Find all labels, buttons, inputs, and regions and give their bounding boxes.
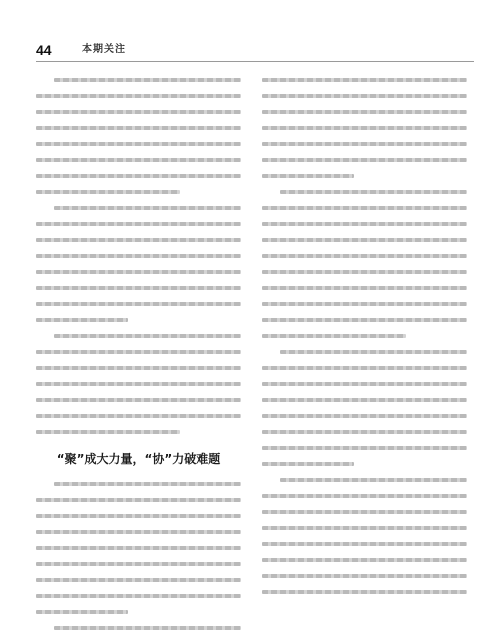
text-line xyxy=(36,604,241,620)
text-line xyxy=(262,104,467,120)
text-line xyxy=(36,184,241,200)
text-line xyxy=(36,136,241,152)
text-line xyxy=(36,424,241,440)
text-line xyxy=(36,280,241,296)
page-header xyxy=(36,42,474,62)
text-line xyxy=(262,312,467,328)
text-line xyxy=(262,360,467,376)
text-line xyxy=(36,508,241,524)
page-number: 44 xyxy=(36,42,52,58)
text-line xyxy=(262,408,467,424)
text-line xyxy=(36,200,241,216)
text-line xyxy=(262,232,467,248)
text-line xyxy=(262,296,467,312)
text-line xyxy=(262,424,467,440)
text-line xyxy=(36,620,241,636)
text-line xyxy=(36,88,241,104)
text-line xyxy=(36,104,241,120)
text-line xyxy=(262,280,467,296)
text-line xyxy=(262,216,467,232)
text-line xyxy=(262,168,467,184)
section-label: 本期关注 xyxy=(82,44,126,55)
text-line xyxy=(262,504,467,520)
header-divider xyxy=(36,61,474,62)
text-line xyxy=(36,216,241,232)
text-line xyxy=(262,440,467,456)
text-line xyxy=(36,524,241,540)
text-line xyxy=(262,136,467,152)
text-line xyxy=(36,168,241,184)
text-line xyxy=(36,328,241,344)
text-line xyxy=(262,568,467,584)
text-line xyxy=(262,472,467,488)
text-line xyxy=(36,232,241,248)
text-line xyxy=(262,344,467,360)
text-line xyxy=(262,456,467,472)
text-line xyxy=(36,588,241,604)
text-line xyxy=(36,248,241,264)
text-line xyxy=(262,328,467,344)
text-line xyxy=(262,584,467,600)
text-line xyxy=(36,636,241,640)
text-line xyxy=(36,152,241,168)
text-line xyxy=(262,120,467,136)
section-heading: “聚”成大力量，“协”力破难题 xyxy=(56,452,221,466)
text-line xyxy=(36,556,241,572)
text-line xyxy=(262,200,467,216)
text-line xyxy=(36,72,241,88)
text-line xyxy=(36,392,241,408)
text-line xyxy=(262,376,467,392)
text-line xyxy=(36,376,241,392)
text-line xyxy=(36,264,241,280)
text-line xyxy=(36,476,241,492)
text-line xyxy=(262,520,467,536)
text-line xyxy=(262,88,467,104)
right-column xyxy=(262,72,467,600)
text-line xyxy=(36,540,241,556)
left-text-before-heading xyxy=(36,72,241,440)
right-text xyxy=(262,72,467,600)
text-line xyxy=(36,492,241,508)
text-line xyxy=(36,312,241,328)
text-line xyxy=(262,184,467,200)
text-line xyxy=(262,72,467,88)
text-line xyxy=(36,572,241,588)
text-line xyxy=(36,120,241,136)
text-line xyxy=(262,536,467,552)
left-column xyxy=(36,72,241,640)
text-line xyxy=(262,488,467,504)
left-text-after-heading xyxy=(36,476,241,640)
text-line xyxy=(262,552,467,568)
text-line xyxy=(36,344,241,360)
text-line xyxy=(262,264,467,280)
text-line xyxy=(262,248,467,264)
text-line xyxy=(262,392,467,408)
text-line xyxy=(36,360,241,376)
text-line xyxy=(262,152,467,168)
text-line xyxy=(36,408,241,424)
text-line xyxy=(36,296,241,312)
